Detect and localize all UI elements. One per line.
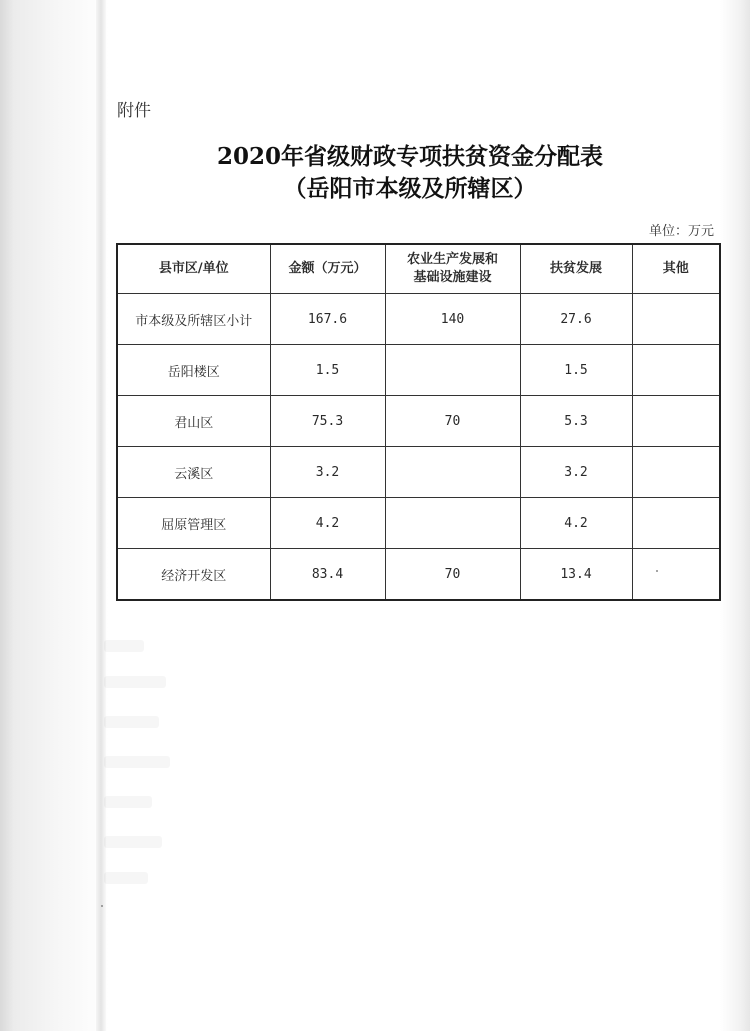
cell-county: 君山区	[117, 396, 270, 447]
allocation-table	[116, 243, 721, 601]
cell-agriculture: 140	[385, 294, 520, 345]
cell-poverty-dev: 27.6	[520, 294, 632, 345]
table-row	[117, 549, 720, 601]
cell-amount: 1.5	[270, 345, 385, 396]
cell-other	[632, 549, 720, 601]
scan-speck	[101, 905, 103, 907]
table-row	[117, 345, 720, 396]
header-amount: 金额（万元）	[270, 244, 385, 294]
scan-speck	[656, 570, 658, 572]
cell-agriculture	[385, 498, 520, 549]
header-county: 县市区/单位	[117, 244, 270, 294]
cell-poverty-dev: 3.2	[520, 447, 632, 498]
bleed-through-mark	[104, 796, 152, 808]
attachment-label: 附件	[117, 101, 151, 121]
table-row	[117, 396, 720, 447]
header-poverty-dev: 扶贫发展	[520, 244, 632, 294]
cell-county: 云溪区	[117, 447, 270, 498]
cell-other	[632, 396, 720, 447]
cell-amount: 75.3	[270, 396, 385, 447]
cell-other	[632, 498, 720, 549]
cell-other	[632, 447, 720, 498]
bleed-through-mark	[104, 756, 170, 768]
document-title: 2020年省级财政专项扶贫资金分配表	[216, 143, 603, 170]
table-header-row	[117, 244, 720, 294]
cell-amount: 3.2	[270, 447, 385, 498]
cell-agriculture	[385, 447, 520, 498]
cell-other	[632, 294, 720, 345]
cell-county: 市本级及所辖区小计	[117, 294, 270, 345]
unit-note: 单位：万元	[648, 224, 714, 239]
document-subtitle: （岳阳市本级及所辖区）	[283, 175, 537, 202]
cell-poverty-dev: 13.4	[520, 549, 632, 601]
header-agriculture: 农业生产发展和 基础设施建设	[385, 244, 520, 294]
header-other: 其他	[632, 244, 720, 294]
table-row	[117, 498, 720, 549]
cell-county: 屈原管理区	[117, 498, 270, 549]
cell-agriculture: 70	[385, 549, 520, 601]
cell-poverty-dev: 5.3	[520, 396, 632, 447]
cell-agriculture: 70	[385, 396, 520, 447]
cell-county: 经济开发区	[117, 549, 270, 601]
cell-agriculture	[385, 345, 520, 396]
cell-amount: 83.4	[270, 549, 385, 601]
bleed-through-mark	[104, 676, 166, 688]
table-row	[117, 447, 720, 498]
cell-other	[632, 345, 720, 396]
bleed-through-mark	[104, 716, 159, 728]
bleed-through-mark	[104, 872, 148, 884]
cell-amount: 167.6	[270, 294, 385, 345]
bleed-through-mark	[104, 640, 144, 652]
cell-poverty-dev: 4.2	[520, 498, 632, 549]
cell-poverty-dev: 1.5	[520, 345, 632, 396]
cell-county: 岳阳楼区	[117, 345, 270, 396]
cell-amount: 4.2	[270, 498, 385, 549]
table-row	[117, 294, 720, 345]
bleed-through-mark	[104, 836, 162, 848]
